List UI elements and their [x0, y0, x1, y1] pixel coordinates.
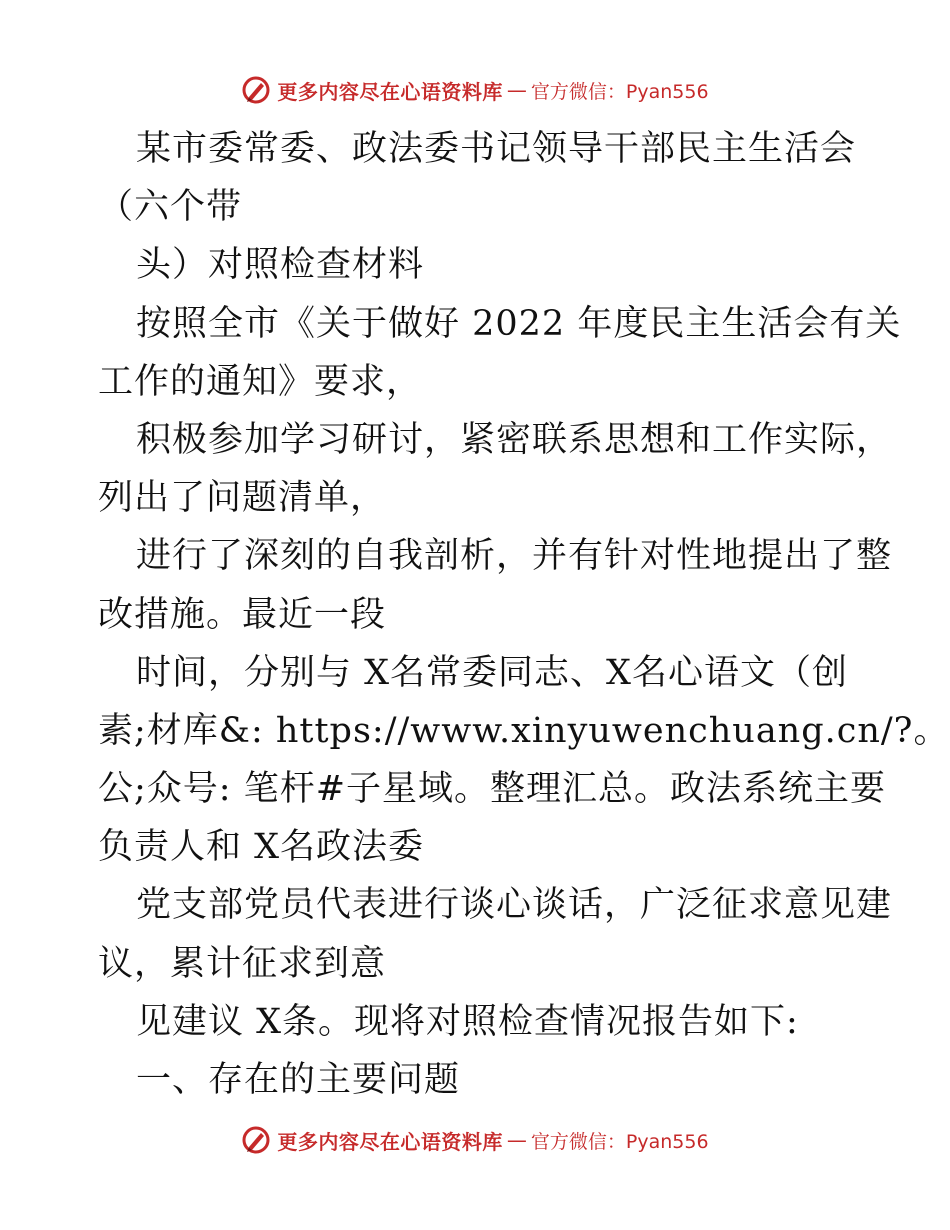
doc-line: 公;众号: 笔杆#子星域。整理汇总。政法系统主要 — [98, 769, 887, 810]
doc-line: 素;材库&: https://www.xinyuwenchuang.cn/?。 — [98, 710, 950, 751]
doc-line: 工作的通知》要求， — [98, 361, 423, 402]
doc-line: 积极参加学习研讨，紧密联系思想和工作实际， — [136, 419, 893, 460]
banner-wechat: 官方微信：Pyan556 — [530, 1130, 709, 1153]
red-pen-logo-icon — [241, 75, 271, 105]
doc-line: 头）对照检查材料 — [136, 245, 425, 286]
footer-watermark-banner — [0, 1120, 950, 1160]
header-watermark-banner — [0, 70, 950, 110]
doc-line: 议，累计征求到意 — [98, 943, 387, 984]
doc-line: 某市委常委、政法委书记领导干部民主生活会 — [136, 129, 857, 169]
red-pen-logo-icon — [241, 1125, 271, 1155]
doc-line: 进行了深刻的自我剖析，并有针对性地提出了整 — [136, 536, 893, 577]
doc-line: 列出了问题清单， — [98, 478, 387, 519]
doc-line: （六个带 — [98, 187, 243, 228]
section-heading: 一、存在的主要问题 — [136, 1060, 461, 1100]
doc-line: 按照全市《关于做好 2022 年度民主生活会有关 — [136, 303, 902, 344]
doc-line: 时间，分别与 X名常委同志、X名心语文（创 — [136, 652, 848, 693]
doc-line: 改措施。最近一段 — [98, 594, 387, 635]
banner-separator: — — [506, 1128, 527, 1152]
banner-text: 更多内容尽在心语资料库 — [277, 1129, 503, 1154]
banner-text: 更多内容尽在心语资料库 — [277, 79, 503, 104]
banner-wechat: 官方微信：Pyan556 — [530, 80, 709, 103]
document-body — [98, 120, 950, 1109]
banner-separator: — — [506, 78, 527, 102]
doc-line: 负责人和 X名政法委 — [98, 827, 425, 868]
doc-line: 见建议 X条。现将对照检查情况报告如下: — [136, 1001, 799, 1042]
doc-line: 党支部党员代表进行谈心谈话，广泛征求意见建 — [136, 885, 893, 926]
